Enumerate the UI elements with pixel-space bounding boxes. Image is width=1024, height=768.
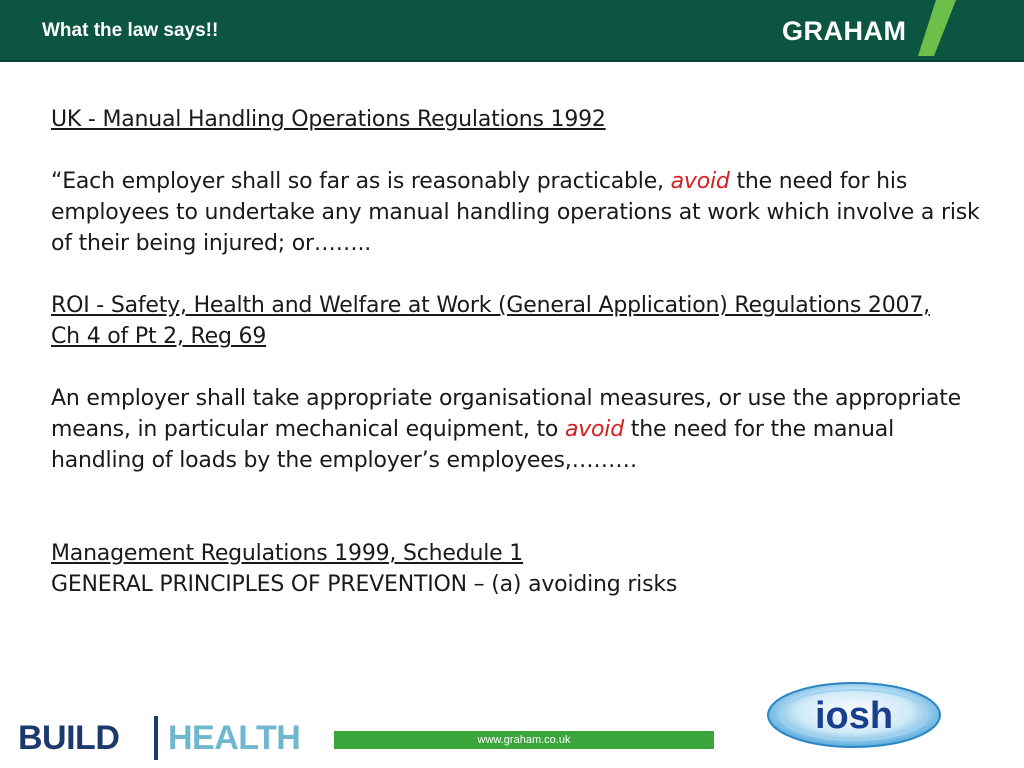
iosh-logo <box>764 680 944 750</box>
section-body-roi <box>51 383 991 476</box>
slide-title: What the law says!! <box>42 20 219 41</box>
graham-logo-text: GRAHAM <box>782 16 907 46</box>
section-body-uk <box>51 166 991 259</box>
iosh-text: iosh <box>814 695 894 737</box>
heading-line: ROI - Safety, Health and Welfare at Work (General Application) Regulations 2007, <box>51 293 930 318</box>
footer-url[interactable]: www.graham.co.uk <box>477 734 571 746</box>
body-text: An employer shall take appropriate organisational measures, or use the appropriate means, in particular mechanical equipment, to <box>51 386 961 442</box>
section-heading-management: Management Regulations 1999, Schedule 1 <box>51 541 524 566</box>
graham-slash-icon <box>914 0 958 56</box>
build-text: BUILD <box>18 719 120 757</box>
build-health-logo <box>18 716 338 762</box>
body-text: “Each employer shall so far as is reasonably practicable, <box>51 169 671 194</box>
section-heading-uk: UK - Manual Handling Operations Regulations 1992 <box>51 107 606 132</box>
emphasis-avoid: avoid <box>670 169 730 194</box>
logo-divider <box>154 716 158 760</box>
iosh-logo-icon <box>764 680 944 750</box>
graham-logo <box>782 14 962 48</box>
section-heading-roi <box>51 290 991 352</box>
section-body-management: GENERAL PRINCIPLES OF PREVENTION – (a) avoiding risks <box>51 572 678 597</box>
body-text: the need for his employees to undertake any manual handling operations at work which involve a risk of their being injured; or…….. <box>51 169 980 256</box>
header-bar <box>0 0 1024 62</box>
slide-content <box>51 104 991 600</box>
body-text: the need for the manual handling of loads by the employer’s employees,……… <box>51 417 894 473</box>
emphasis-avoid: avoid <box>564 417 624 442</box>
health-text: HEALTH <box>168 719 301 757</box>
heading-line: Ch 4 of Pt 2, Reg 69 <box>51 324 267 349</box>
